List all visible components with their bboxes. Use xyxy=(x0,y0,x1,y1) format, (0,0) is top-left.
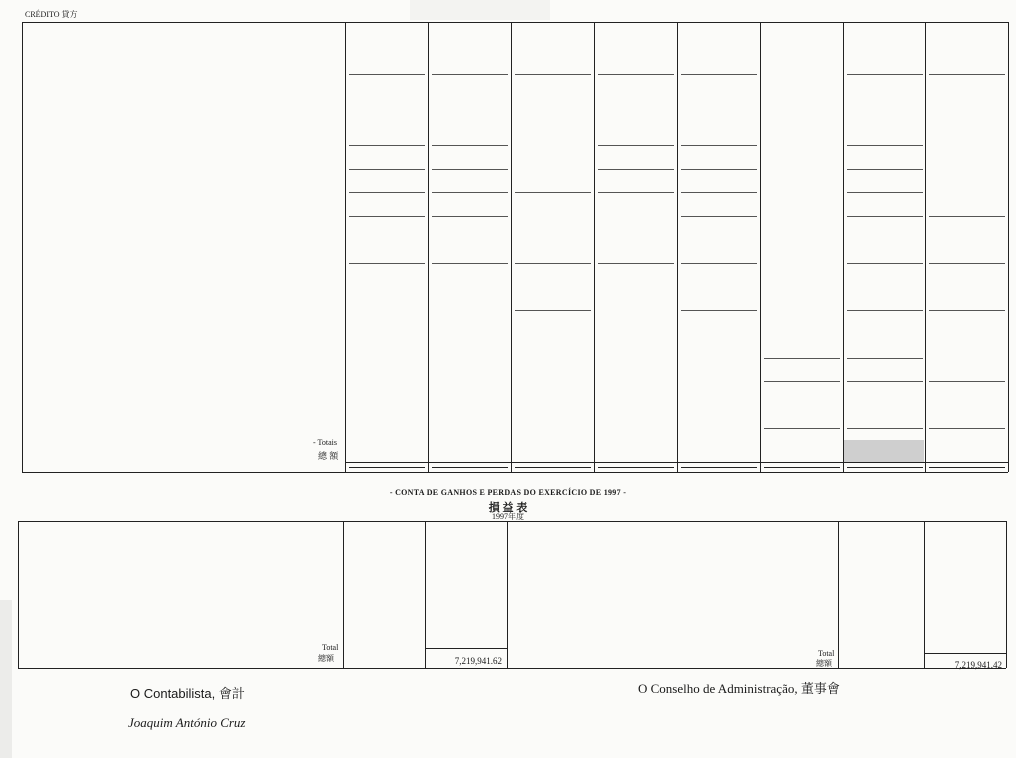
amount-underline xyxy=(847,310,923,311)
column-line xyxy=(760,22,761,472)
amount-underline xyxy=(432,192,508,193)
pl-left-total-value: 7,219,941.62 xyxy=(454,656,502,666)
table-border-bottom xyxy=(22,472,1008,473)
column-line xyxy=(1008,22,1009,472)
amount-underline xyxy=(598,145,674,146)
amount-underline xyxy=(598,74,674,75)
totals-label-zh: 總 額 xyxy=(318,451,339,461)
amount-underline xyxy=(847,263,923,264)
pl-right-total-zh: 總額 xyxy=(816,659,832,668)
column-line xyxy=(428,22,429,472)
amount-underline xyxy=(681,169,757,170)
totals-label-pt: - Totais xyxy=(313,438,337,447)
amount-underline xyxy=(929,216,1005,217)
total-underline xyxy=(432,467,508,468)
amount-underline xyxy=(432,216,508,217)
shaded-total-cell xyxy=(844,440,924,462)
amount-underline xyxy=(929,74,1005,75)
pl-column-line xyxy=(924,521,925,668)
total-underline xyxy=(515,467,591,468)
pl-left-total-pt: Total xyxy=(322,643,339,652)
amount-underline xyxy=(929,381,1005,382)
pl-border-top xyxy=(18,521,1006,522)
column-line xyxy=(345,22,346,472)
amount-underline xyxy=(847,169,923,170)
pl-left-total-rule xyxy=(425,648,507,649)
amount-underline xyxy=(929,428,1005,429)
amount-underline xyxy=(515,310,591,311)
total-underline xyxy=(681,467,757,468)
amount-underline xyxy=(349,74,425,75)
pl-right-total-value: 7,219,941.42 xyxy=(954,660,1002,670)
amount-underline xyxy=(432,263,508,264)
amount-underline xyxy=(598,263,674,264)
amount-underline xyxy=(515,192,591,193)
pl-border-bottom xyxy=(18,668,1006,669)
amount-underline xyxy=(349,192,425,193)
column-line xyxy=(925,22,926,472)
amount-underline xyxy=(515,74,591,75)
amount-underline xyxy=(847,428,923,429)
column-line xyxy=(594,22,595,472)
amount-underline xyxy=(681,74,757,75)
pl-border-left xyxy=(18,521,19,668)
total-underline xyxy=(764,467,840,468)
amount-underline xyxy=(847,216,923,217)
amount-underline xyxy=(764,428,840,429)
pl-year: 1997年度 xyxy=(492,512,524,521)
total-underline xyxy=(598,467,674,468)
total-underline xyxy=(847,467,923,468)
column-line xyxy=(677,22,678,472)
amount-underline xyxy=(847,381,923,382)
accountant-label: O Contabilista, 會計 xyxy=(130,686,245,701)
amount-underline xyxy=(681,192,757,193)
amount-underline xyxy=(432,74,508,75)
pl-right-total-rule xyxy=(924,653,1006,654)
amount-underline xyxy=(515,263,591,264)
pl-left-total-zh: 總額 xyxy=(318,654,334,663)
scan-smudge xyxy=(410,0,550,20)
total-underline xyxy=(349,467,425,468)
amount-underline xyxy=(432,169,508,170)
scan-smudge xyxy=(0,600,12,758)
amount-underline xyxy=(349,216,425,217)
pl-right-total-pt: Total xyxy=(818,649,835,658)
board-label: O Conselho de Administração, 董事會 xyxy=(638,681,840,696)
pl-column-line xyxy=(425,521,426,668)
pl-column-line xyxy=(838,521,839,668)
amount-underline xyxy=(349,263,425,264)
accountant-name: Joaquim António Cruz xyxy=(128,715,246,730)
amount-underline xyxy=(847,74,923,75)
pl-title: - CONTA DE GANHOS E PERDAS DO EXERCÍCIO DE 1997 - xyxy=(389,488,627,497)
total-underline xyxy=(929,467,1005,468)
amount-underline xyxy=(349,169,425,170)
amount-underline xyxy=(929,310,1005,311)
amount-underline xyxy=(349,145,425,146)
pl-border-right xyxy=(1006,521,1007,668)
pl-column-line xyxy=(343,521,344,668)
pl-column-line xyxy=(507,521,508,668)
column-line xyxy=(511,22,512,472)
amount-underline xyxy=(598,192,674,193)
column-line xyxy=(843,22,844,472)
amount-underline xyxy=(929,263,1005,264)
table-border-left xyxy=(22,22,23,472)
amount-underline xyxy=(681,216,757,217)
amount-underline xyxy=(432,145,508,146)
pl-title-zh: 損 益 表 xyxy=(488,502,528,514)
amount-underline xyxy=(681,145,757,146)
amount-underline xyxy=(598,169,674,170)
amount-underline xyxy=(764,381,840,382)
amount-underline xyxy=(847,145,923,146)
amount-underline xyxy=(764,358,840,359)
amount-underline xyxy=(681,263,757,264)
table-border-top xyxy=(22,22,1008,23)
amount-underline xyxy=(847,192,923,193)
amount-underline xyxy=(847,358,923,359)
amount-underline xyxy=(681,310,757,311)
credit-header: CRÉDITO 貸方 xyxy=(25,10,78,19)
